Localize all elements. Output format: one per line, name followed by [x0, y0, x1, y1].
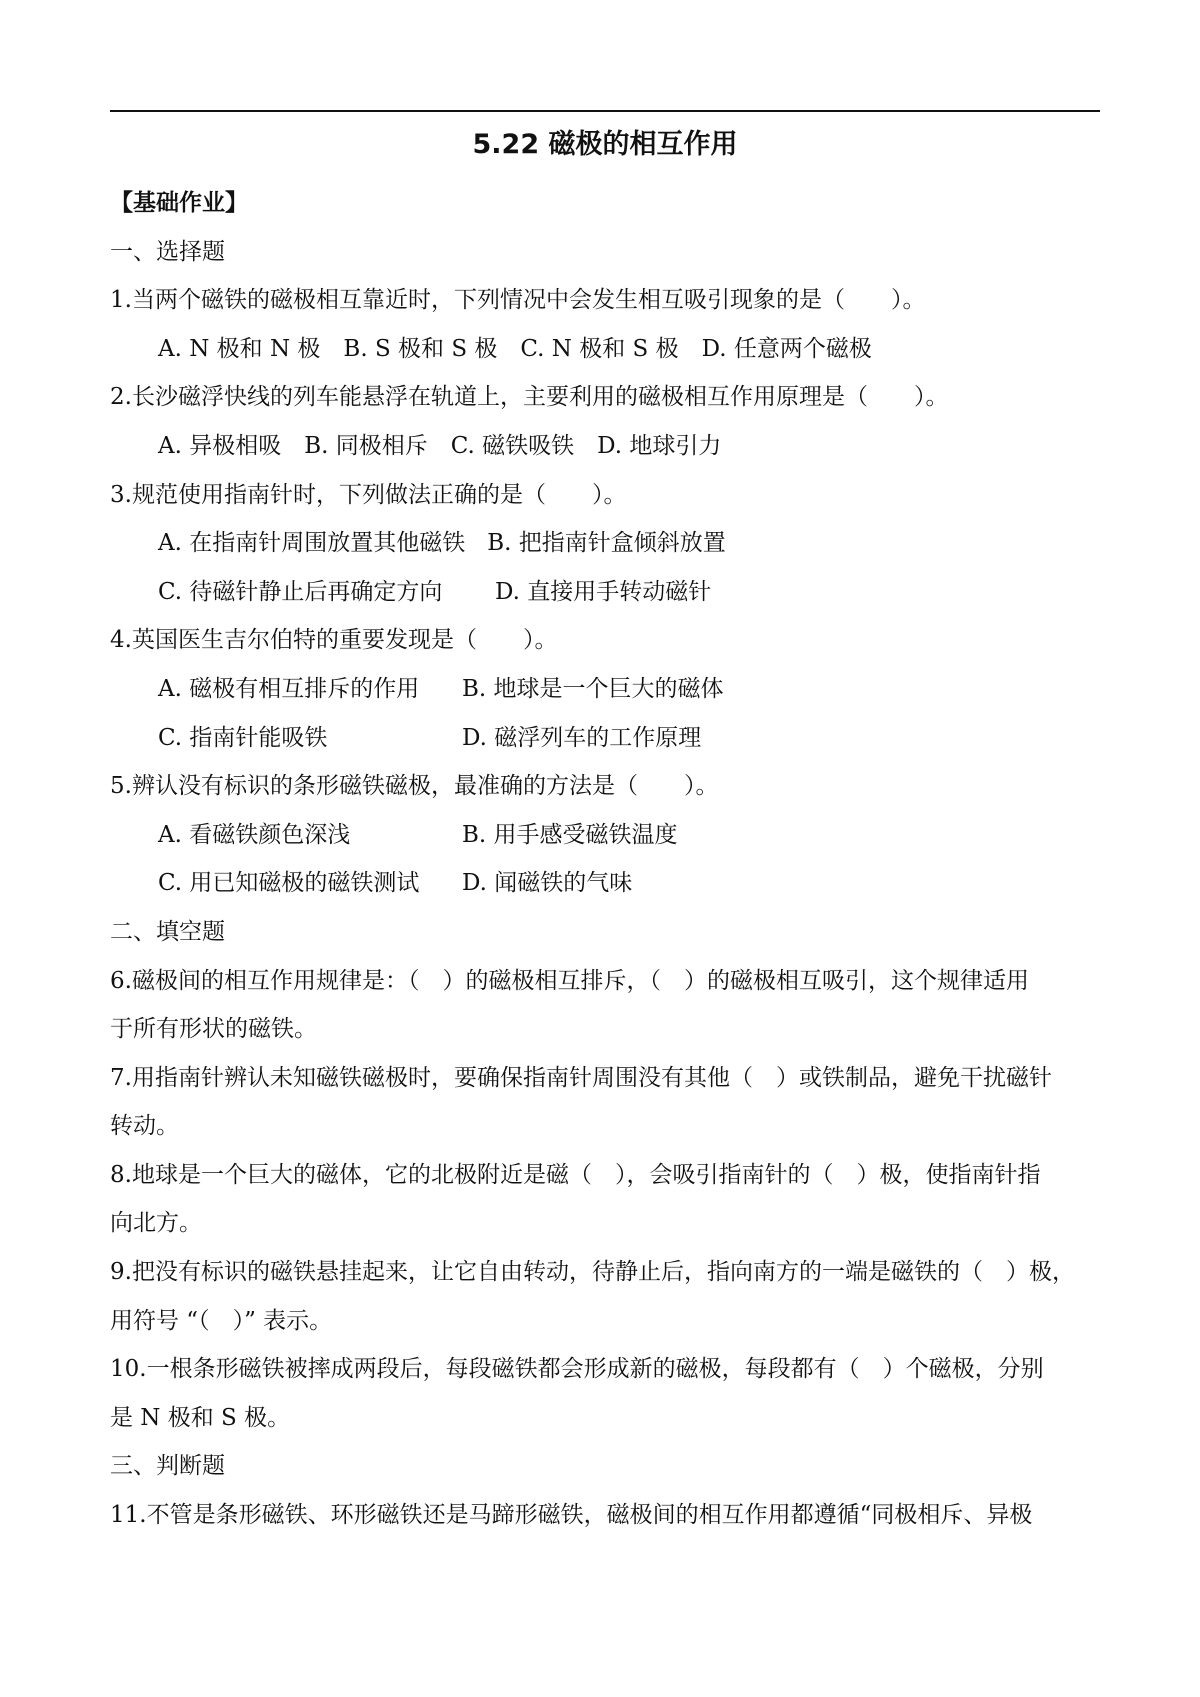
- question-8-line-1: 8.地球是一个巨大的磁体，它的北极附近是磁（ ），会吸引指南针的（ ）极，使指南针指: [110, 1161, 1041, 1188]
- question-9-line-1: 9.把没有标识的磁铁悬挂起来，让它自由转动，待静止后，指向南方的一端是磁铁的（ ）极，: [110, 1259, 1075, 1286]
- question-7-line-1: 7.用指南针辨认未知磁铁磁极时，要确保指南针周围没有其他（ ）或铁制品，避免干扰磁针: [110, 1064, 1052, 1091]
- question-10-line-2: 是 N 极和 S 极。: [110, 1404, 291, 1431]
- question-5-option-d: D. 闻磁铁的气味: [462, 870, 633, 897]
- question-5-stem: 5.辨认没有标识的条形磁铁磁极，最准确的方法是（ ）。: [110, 773, 719, 800]
- question-2-stem: 2.长沙磁浮快线的列车能悬浮在轨道上，主要利用的磁极相互作用原理是（ ）。: [110, 384, 949, 411]
- question-6-line-2: 于所有形状的磁铁。: [110, 1016, 317, 1043]
- question-6-line-1: 6.磁极间的相互作用规律是：（ ）的磁极相互排斥，（ ）的磁极相互吸引，这个规律适用: [110, 967, 1029, 994]
- section-heading: 【基础作业】: [110, 190, 248, 216]
- page-title: 5.22 磁极的相互作用: [472, 129, 738, 160]
- question-3-option-c: C. 待磁针静止后再确定方向: [158, 578, 443, 605]
- question-5-options-row-1: [110, 811, 1100, 860]
- question-4-stem: 4.英国医生吉尔伯特的重要发现是（ ）。: [110, 627, 558, 654]
- question-9-line-2: 用符号 “（ ）” 表示。: [110, 1307, 333, 1334]
- question-2-options: A. 异极相吸 B. 同极相斥 C. 磁铁吸铁 D. 地球引力: [158, 432, 722, 459]
- question-3-options-row-2: [110, 568, 1100, 617]
- question-7-line-2: 转动。: [110, 1113, 179, 1140]
- question-3-stem: 3.规范使用指南针时，下列做法正确的是（ ）。: [110, 481, 627, 508]
- question-3-options-row-1: [110, 519, 1100, 568]
- question-4-option-a: A. 磁极有相互排斥的作用: [158, 675, 420, 702]
- question-4-options-row-2: [110, 714, 1100, 763]
- question-1-stem: 1.当两个磁铁的磁极相互靠近时，下列情况中会发生相互吸引现象的是（ ）。: [110, 287, 926, 314]
- question-11-line-1: 11.不管是条形磁铁、环形磁铁还是马蹄形磁铁，磁极间的相互作用都遵循“同极相斥、异极: [110, 1502, 1033, 1529]
- question-4-options-row-1: [110, 665, 1100, 714]
- question-1-options: A. N 极和 N 极 B. S 极和 S 极 C. N 极和 S 极 D. 任意两个磁极: [158, 335, 872, 362]
- question-4-option-b: B. 地球是一个巨大的磁体: [462, 675, 724, 702]
- question-5-option-b: B. 用手感受磁铁温度: [462, 821, 678, 848]
- header-rule: [110, 110, 1100, 112]
- worksheet-body: [110, 179, 1100, 1540]
- question-5-options-row-2: [110, 859, 1100, 908]
- question-3-option-a: A. 在指南针周围放置其他磁铁: [158, 530, 466, 557]
- question-3-option-b: B. 把指南针盒倾斜放置: [487, 530, 726, 557]
- question-4-option-c: C. 指南针能吸铁: [158, 724, 328, 751]
- question-3-option-d: D. 直接用手转动磁针: [495, 578, 712, 605]
- question-10-line-1: 10.一根条形磁铁被摔成两段后，每段磁铁都会形成新的磁极，每段都有（ ）个磁极，分别: [110, 1356, 1044, 1383]
- question-5-option-a: A. 看磁铁颜色深浅: [158, 821, 351, 848]
- question-4-option-d: D. 磁浮列车的工作原理: [462, 724, 702, 751]
- part1-heading: 一、选择题: [110, 238, 225, 265]
- question-8-line-2: 向北方。: [110, 1210, 202, 1237]
- part3-heading: 三、判断题: [110, 1453, 225, 1480]
- question-5-option-c: C. 用已知磁极的磁铁测试: [158, 870, 420, 897]
- part2-heading: 二、填空题: [110, 918, 225, 945]
